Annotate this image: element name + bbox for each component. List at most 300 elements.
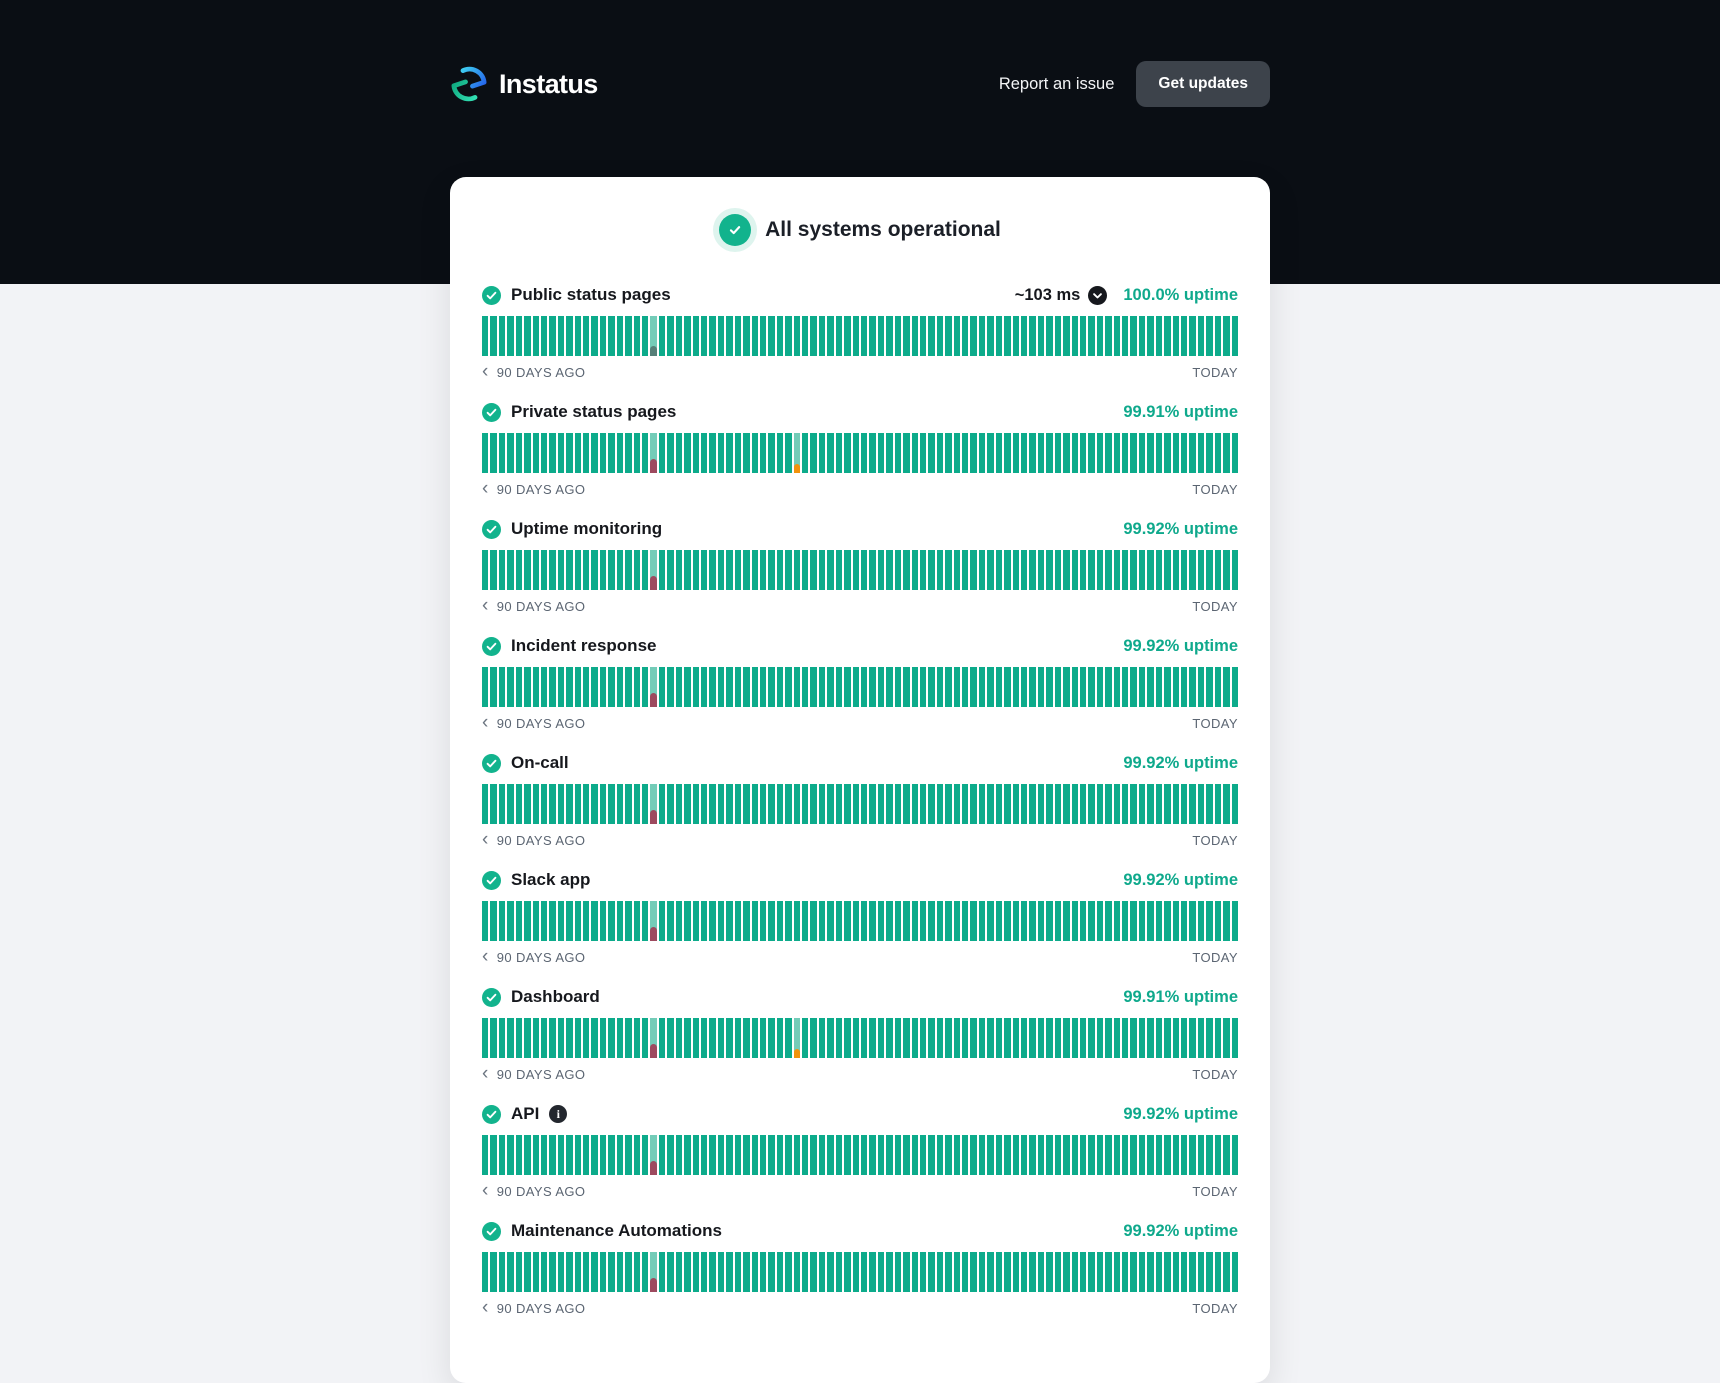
day-bar[interactable] [937,316,943,356]
day-bar[interactable] [844,433,850,473]
day-bar[interactable] [760,316,766,356]
day-bar[interactable] [667,1252,673,1292]
day-bar[interactable] [1122,901,1128,941]
day-bar[interactable] [575,1018,581,1058]
day-bar[interactable] [541,1135,547,1175]
day-bar[interactable] [1080,433,1086,473]
day-bar[interactable] [912,1252,918,1292]
day-bar[interactable] [827,316,833,356]
day-bar[interactable] [1173,784,1179,824]
day-bar[interactable] [844,901,850,941]
day-bar[interactable] [566,784,572,824]
day-bar[interactable] [735,1135,741,1175]
day-bar[interactable] [1013,784,1019,824]
day-bar[interactable] [625,1135,631,1175]
day-bar[interactable] [1097,550,1103,590]
day-bar[interactable] [634,550,640,590]
day-bar[interactable] [1130,1018,1136,1058]
day-bar[interactable] [591,901,597,941]
day-bar[interactable] [490,433,496,473]
day-bar[interactable] [819,784,825,824]
day-bar[interactable] [987,1252,993,1292]
day-bar[interactable] [575,667,581,707]
day-bar[interactable] [802,316,808,356]
day-bar[interactable] [768,1135,774,1175]
day-bar[interactable] [608,1018,614,1058]
day-bar[interactable] [903,550,909,590]
day-bar[interactable] [1206,316,1212,356]
day-bar[interactable] [752,316,758,356]
day-bar[interactable] [735,1018,741,1058]
day-bar[interactable] [1046,550,1052,590]
day-bar[interactable] [541,433,547,473]
day-bar[interactable] [1223,1018,1229,1058]
day-bar[interactable] [1164,1252,1170,1292]
day-bar[interactable] [684,1018,690,1058]
day-bar[interactable] [684,784,690,824]
day-bar[interactable] [1189,784,1195,824]
day-bar[interactable] [1206,667,1212,707]
day-bar[interactable] [507,784,513,824]
day-bar[interactable] [667,784,673,824]
day-bar[interactable] [1147,1252,1153,1292]
day-bar[interactable] [970,1018,976,1058]
day-bar[interactable] [853,667,859,707]
day-bar[interactable] [1147,550,1153,590]
day-bar[interactable] [1038,667,1044,707]
day-bar[interactable] [1029,667,1035,707]
day-bar[interactable] [760,1018,766,1058]
day-bar[interactable] [1156,784,1162,824]
day-bar[interactable] [1004,901,1010,941]
day-bar[interactable] [1029,901,1035,941]
day-bar[interactable] [752,1018,758,1058]
day-bar[interactable] [1029,433,1035,473]
day-bar[interactable] [709,316,715,356]
day-bar[interactable] [970,1252,976,1292]
day-bar[interactable] [878,433,884,473]
day-bar[interactable] [625,1252,631,1292]
day-bar[interactable] [903,1018,909,1058]
day-bar[interactable] [869,550,875,590]
day-bar[interactable] [667,1018,673,1058]
day-bar[interactable] [920,550,926,590]
day-bar[interactable] [962,667,968,707]
day-bar[interactable] [954,433,960,473]
day-bar[interactable] [1063,1018,1069,1058]
day-bar[interactable] [945,1135,951,1175]
day-bar[interactable] [886,316,892,356]
day-bar[interactable] [895,316,901,356]
day-bar[interactable] [566,667,572,707]
day-bar[interactable] [1072,667,1078,707]
day-bar[interactable] [1013,1018,1019,1058]
day-bar[interactable] [676,1018,682,1058]
day-bar[interactable] [735,316,741,356]
day-bar[interactable] [549,667,555,707]
day-bar[interactable] [533,667,539,707]
day-bar[interactable] [1130,433,1136,473]
day-bar[interactable] [1156,901,1162,941]
day-bar[interactable] [1189,433,1195,473]
day-bar[interactable] [549,550,555,590]
day-bar[interactable] [912,316,918,356]
day-bar[interactable] [701,1135,707,1175]
day-bar[interactable] [760,1252,766,1292]
day-bar[interactable] [1114,1252,1120,1292]
day-bar[interactable] [1156,1252,1162,1292]
day-bar[interactable] [979,1135,985,1175]
day-bar[interactable] [634,1252,640,1292]
day-bar[interactable] [819,316,825,356]
day-bar[interactable] [1130,784,1136,824]
day-bar[interactable] [810,316,816,356]
chevron-left-icon[interactable]: ‹ [482,712,489,733]
day-bar[interactable] [575,433,581,473]
day-bar[interactable] [970,550,976,590]
day-bar[interactable] [558,550,564,590]
day-bar[interactable] [566,1135,572,1175]
day-bar[interactable] [566,901,572,941]
day-bar[interactable] [1046,1135,1052,1175]
day-bar[interactable] [760,784,766,824]
day-bar[interactable] [794,550,800,590]
day-bar[interactable] [659,1252,665,1292]
day-bar[interactable] [608,433,614,473]
day-bar[interactable] [1156,433,1162,473]
day-bar[interactable] [1181,316,1187,356]
day-bar[interactable] [928,316,934,356]
day-bar[interactable] [1156,1135,1162,1175]
day-bar[interactable] [1013,316,1019,356]
day-bar[interactable] [1232,667,1238,707]
get-updates-button[interactable]: Get updates [1136,61,1270,107]
day-bar[interactable] [886,901,892,941]
day-bar[interactable] [768,1252,774,1292]
day-bar[interactable] [895,433,901,473]
day-bar[interactable] [1198,1018,1204,1058]
day-bar[interactable] [1147,316,1153,356]
day-bar[interactable] [684,667,690,707]
day-bar[interactable] [634,901,640,941]
day-bar[interactable] [1122,550,1128,590]
day-bar[interactable] [524,901,530,941]
day-bar[interactable] [566,1252,572,1292]
day-bar[interactable] [583,1135,589,1175]
day-bar[interactable] [1164,1018,1170,1058]
day-bar[interactable] [1046,316,1052,356]
day-bar[interactable] [869,667,875,707]
day-bar[interactable] [1122,1252,1128,1292]
day-bar[interactable] [1173,433,1179,473]
day-bar[interactable] [591,784,597,824]
day-bar[interactable] [718,784,724,824]
day-bar[interactable] [1055,667,1061,707]
day-bar[interactable] [693,667,699,707]
day-bar[interactable] [490,550,496,590]
day-bar[interactable] [684,550,690,590]
day-bar[interactable] [760,901,766,941]
day-bar[interactable] [1147,901,1153,941]
day-bar[interactable] [878,667,884,707]
day-bar[interactable] [1114,1018,1120,1058]
day-bar[interactable] [794,316,800,356]
day-bar[interactable] [1004,550,1010,590]
day-bar[interactable] [726,433,732,473]
day-bar[interactable] [726,1018,732,1058]
day-bar[interactable] [566,433,572,473]
day-bar[interactable] [777,667,783,707]
day-bar[interactable] [1215,667,1221,707]
day-bar[interactable] [1147,1135,1153,1175]
day-bar[interactable] [558,433,564,473]
day-bar[interactable] [937,1135,943,1175]
day-bar[interactable] [996,1252,1002,1292]
chevron-left-icon[interactable]: ‹ [482,1063,489,1084]
day-bar[interactable] [516,901,522,941]
day-bar[interactable] [996,433,1002,473]
day-bar[interactable] [583,550,589,590]
day-bar[interactable] [1215,433,1221,473]
day-bar[interactable] [836,901,842,941]
day-bar[interactable] [827,433,833,473]
day-bar[interactable] [617,433,623,473]
day-bar[interactable] [920,667,926,707]
day-bar[interactable] [634,1135,640,1175]
day-bar[interactable] [1046,1018,1052,1058]
day-bar[interactable] [499,901,505,941]
day-bar[interactable] [987,550,993,590]
day-bar[interactable] [608,316,614,356]
day-bar[interactable] [1139,433,1145,473]
day-bar[interactable] [583,316,589,356]
chevron-left-icon[interactable]: ‹ [482,595,489,616]
day-bar[interactable] [743,433,749,473]
day-bar[interactable] [701,433,707,473]
day-bar[interactable] [1072,433,1078,473]
day-bar[interactable] [954,901,960,941]
day-bar[interactable] [1072,1252,1078,1292]
day-bar[interactable] [979,901,985,941]
day-bar[interactable] [558,1252,564,1292]
day-bar[interactable] [1088,550,1094,590]
day-bar[interactable] [1139,316,1145,356]
day-bar[interactable] [869,316,875,356]
day-bar[interactable] [895,550,901,590]
day-bar[interactable] [996,1135,1002,1175]
day-bar[interactable] [499,1018,505,1058]
day-bar[interactable] [667,550,673,590]
day-bar[interactable] [1055,1252,1061,1292]
day-bar[interactable] [600,316,606,356]
day-bar[interactable] [802,1252,808,1292]
day-bar[interactable] [617,1252,623,1292]
day-bar[interactable] [490,784,496,824]
day-bar[interactable] [945,784,951,824]
day-bar[interactable] [1232,433,1238,473]
day-bar[interactable] [1156,316,1162,356]
day-bar[interactable] [709,1135,715,1175]
day-bar[interactable] [1063,1252,1069,1292]
day-bar[interactable] [836,550,842,590]
day-bar[interactable] [743,1135,749,1175]
day-bar[interactable] [558,667,564,707]
day-bar[interactable] [920,1252,926,1292]
day-bar[interactable] [987,316,993,356]
day-bar[interactable] [617,1018,623,1058]
day-bar[interactable] [1013,901,1019,941]
day-bar[interactable] [1021,1135,1027,1175]
day-bar[interactable] [1038,901,1044,941]
day-bar[interactable] [743,550,749,590]
day-bar[interactable] [617,784,623,824]
day-bar[interactable] [937,1018,943,1058]
day-bar[interactable] [987,1135,993,1175]
day-bar[interactable] [1130,667,1136,707]
day-bar[interactable] [1130,901,1136,941]
day-bar[interactable] [886,1252,892,1292]
day-bar[interactable] [777,901,783,941]
day-bar[interactable] [743,784,749,824]
day-bar[interactable] [752,1135,758,1175]
day-bar[interactable] [987,1018,993,1058]
day-bar[interactable] [507,667,513,707]
day-bar[interactable] [861,316,867,356]
day-bar[interactable] [1021,1252,1027,1292]
day-bar[interactable] [558,316,564,356]
day-bar[interactable] [1122,316,1128,356]
day-bar[interactable] [617,550,623,590]
day-bar[interactable] [768,550,774,590]
day-bar[interactable] [836,316,842,356]
day-bar[interactable] [1189,1135,1195,1175]
day-bar[interactable] [625,316,631,356]
day-bar[interactable] [886,784,892,824]
day-bar[interactable] [591,1252,597,1292]
day-bar[interactable] [827,1252,833,1292]
day-bar[interactable] [701,784,707,824]
day-bar[interactable] [752,784,758,824]
day-bar[interactable] [583,901,589,941]
day-bar[interactable] [1130,1252,1136,1292]
day-bar[interactable] [886,550,892,590]
day-bar[interactable] [886,1135,892,1175]
day-bar[interactable] [533,1135,539,1175]
day-bar[interactable] [869,1018,875,1058]
day-bar[interactable] [608,784,614,824]
day-bar[interactable] [920,1135,926,1175]
day-bar[interactable] [507,901,513,941]
day-bar[interactable] [575,1252,581,1292]
day-bar[interactable] [912,433,918,473]
day-bar[interactable] [920,433,926,473]
day-bar[interactable] [642,433,648,473]
day-bar[interactable] [507,550,513,590]
day-bar[interactable] [735,784,741,824]
day-bar[interactable] [752,550,758,590]
day-bar[interactable] [937,901,943,941]
day-bar[interactable] [549,433,555,473]
day-bar[interactable] [1223,550,1229,590]
day-bar[interactable] [1130,316,1136,356]
day-bar[interactable] [861,784,867,824]
day-bar[interactable] [1223,1252,1229,1292]
day-bar[interactable] [785,1252,791,1292]
day-bar[interactable] [482,901,488,941]
day-bar[interactable] [886,667,892,707]
day-bar[interactable] [819,1252,825,1292]
day-bar[interactable] [954,1135,960,1175]
day-bar[interactable] [583,433,589,473]
day-bar[interactable] [1072,316,1078,356]
day-bar[interactable] [524,433,530,473]
day-bar[interactable] [1055,316,1061,356]
day-bar[interactable] [1105,1252,1111,1292]
day-bar[interactable] [642,1252,648,1292]
day-bar[interactable] [819,1135,825,1175]
day-bar[interactable] [743,1252,749,1292]
day-bar[interactable] [1021,667,1027,707]
day-bar[interactable] [1164,667,1170,707]
day-bar[interactable] [726,1252,732,1292]
day-bar[interactable] [1181,667,1187,707]
day-bar[interactable] [954,667,960,707]
day-bar[interactable] [591,550,597,590]
day-bar[interactable] [659,1018,665,1058]
day-bar[interactable] [1139,1018,1145,1058]
day-bar[interactable] [499,1135,505,1175]
day-bar[interactable] [533,433,539,473]
day-bar[interactable] [777,784,783,824]
day-bar[interactable] [482,1252,488,1292]
day-bar[interactable] [617,316,623,356]
day-bar[interactable] [853,1135,859,1175]
day-bar[interactable] [541,667,547,707]
day-bar[interactable] [600,1018,606,1058]
day-bar[interactable] [962,901,968,941]
day-bar[interactable] [1063,667,1069,707]
day-bar[interactable] [1046,1252,1052,1292]
day-bar[interactable] [701,1018,707,1058]
day-bar[interactable] [785,1135,791,1175]
day-bar[interactable] [1088,433,1094,473]
day-bar[interactable] [1004,1135,1010,1175]
day-bar[interactable] [912,1018,918,1058]
day-bar[interactable] [869,433,875,473]
day-bar[interactable] [549,901,555,941]
day-bar[interactable] [819,901,825,941]
day-bar[interactable] [1215,316,1221,356]
day-bar[interactable] [718,316,724,356]
day-bar[interactable] [1046,784,1052,824]
day-bar[interactable] [1206,784,1212,824]
day-bar[interactable] [1004,316,1010,356]
day-bar[interactable] [1173,1018,1179,1058]
day-bar[interactable] [709,1018,715,1058]
day-bar[interactable] [979,784,985,824]
day-bar[interactable] [743,901,749,941]
day-bar[interactable] [600,433,606,473]
day-bar[interactable] [558,1018,564,1058]
day-bar[interactable] [1164,550,1170,590]
day-bar[interactable] [1164,784,1170,824]
day-bar[interactable] [853,1252,859,1292]
day-bar[interactable] [499,316,505,356]
day-bar[interactable] [768,1018,774,1058]
day-bar[interactable] [1156,550,1162,590]
day-bar[interactable] [1164,1135,1170,1175]
day-bar[interactable] [861,667,867,707]
